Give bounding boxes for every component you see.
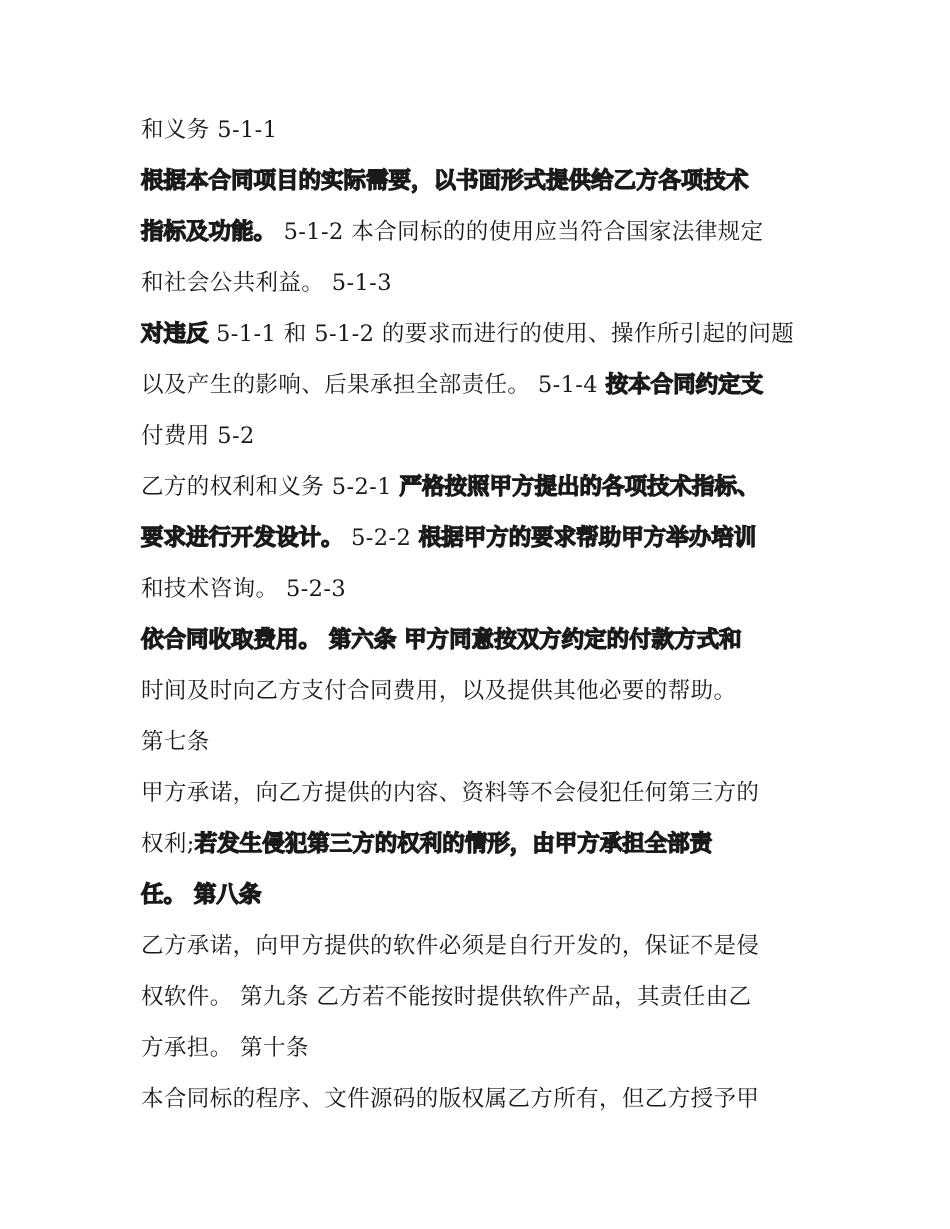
outlined-text-segment: 根据甲方的要求帮助甲方举办培训: [418, 525, 757, 551]
text-segment: 乙方承诺，向甲方提供的软件必须是自行开发的，保证不是侵: [141, 933, 760, 959]
text-segment: 甲方承诺，向乙方提供的内容、资料等不会侵犯任何第三方的: [141, 780, 760, 806]
text-line: [141, 826, 821, 877]
text-line: [141, 214, 821, 265]
text-segment: 5-1-2 本合同标的的使用应当符合国家法律规定: [276, 219, 764, 245]
outlined-text-segment: 严格按照甲方提出的各项技术指标、: [399, 474, 760, 500]
text-segment: 本合同标的程序、文件源码的版权属乙方所有，但乙方授予甲: [141, 1086, 760, 1112]
text-line: [141, 163, 821, 214]
text-line: [141, 979, 821, 1030]
text-line: [141, 418, 821, 469]
text-line: [141, 928, 821, 979]
text-segment: 以及产生的影响、后果承担全部责任。 5-1-4: [141, 372, 606, 398]
text-line: [141, 724, 821, 775]
text-segment: 和义务 5-1-1: [141, 117, 278, 143]
text-line: [141, 775, 821, 826]
text-segment: 权利;: [141, 831, 195, 857]
text-segment: 5-2-2: [343, 525, 419, 551]
text-line: [141, 367, 821, 418]
outlined-text-segment: 要求进行开发设计。: [141, 525, 344, 551]
text-segment: 方承担。 第十条: [141, 1035, 309, 1061]
text-segment: 乙方的权利和义务 5-2-1: [141, 474, 400, 500]
text-line: [141, 673, 821, 724]
outlined-text-segment: 对违反: [141, 321, 209, 347]
outlined-text-segment: 若发生侵犯第三方的权利的情形，由甲方承担全部责: [194, 831, 713, 857]
text-segment: 权软件。 第九条 乙方若不能按时提供软件产品，其责任由乙: [141, 984, 752, 1010]
text-segment: 时间及时向乙方支付合同费用，以及提供其他必要的帮助。: [141, 678, 737, 704]
text-line: [141, 265, 821, 316]
outlined-text-segment: 指标及功能。: [141, 219, 277, 245]
text-segment: 和社会公共利益。 5-1-3: [141, 270, 392, 296]
text-line: [141, 1081, 821, 1132]
text-line: [141, 571, 821, 622]
text-line: [141, 877, 821, 928]
text-segment: 付费用 5-2: [141, 423, 255, 449]
document-page: [141, 112, 821, 1132]
text-segment: 5-1-1 和 5-1-2 的要求而进行的使用、操作所引起的问题: [208, 321, 795, 347]
outlined-text-segment: 依合同收取费用。 第六条 甲方同意按双方约定的付款方式和: [141, 627, 742, 653]
text-line: [141, 622, 821, 673]
text-line: [141, 112, 821, 163]
text-line: [141, 520, 821, 571]
outlined-text-segment: 根据本合同项目的实际需要，以书面形式提供给乙方各项技术: [141, 168, 749, 194]
text-segment: 第七条: [141, 729, 210, 755]
outlined-text-segment: 按本合同约定支: [605, 372, 764, 398]
outlined-text-segment: 任。 第八条: [141, 882, 262, 908]
text-line: [141, 469, 821, 520]
text-line: [141, 1030, 821, 1081]
text-line: [141, 316, 821, 367]
text-segment: 和技术咨询。 5-2-3: [141, 576, 347, 602]
